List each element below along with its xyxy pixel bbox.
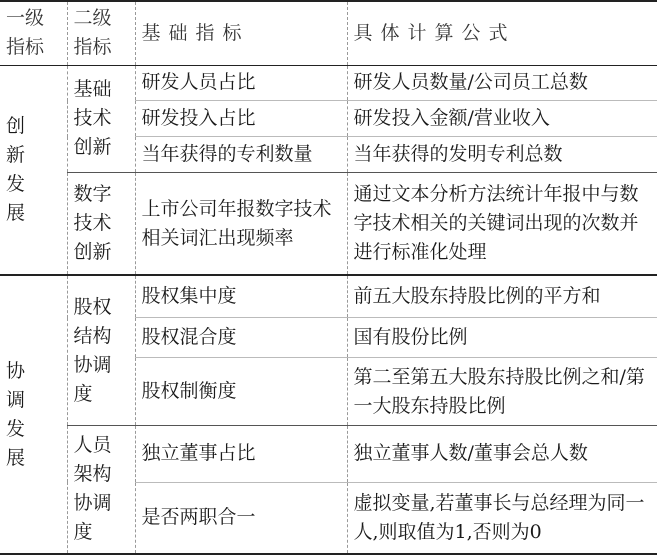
level1-char: 发 xyxy=(6,417,26,440)
formula: 国有股份比例 xyxy=(353,326,468,349)
level1-char: 展 xyxy=(6,201,26,224)
formula: 前五大股东持股比例的平方和 xyxy=(353,285,601,308)
base-indicator: 股权混合度 xyxy=(135,318,347,358)
formula: 研发人员数量/公司员工总数 xyxy=(353,71,588,94)
level1-char: 创 xyxy=(6,114,26,137)
level2-line: 股权 xyxy=(73,295,112,318)
level2-cell xyxy=(67,173,135,276)
formula: 第二至第五大股东持股比例之和/第一大股东持股比例 xyxy=(353,365,645,417)
level2-cell xyxy=(67,65,135,173)
formula: 通过文本分析方法统计年报中与数字技术相关的关键词出现的次数并进行标准化处理 xyxy=(353,183,639,264)
header-formula: 具体计算公式 xyxy=(353,21,516,44)
header-level2-line: 指标 xyxy=(73,36,112,59)
level2-line: 度 xyxy=(73,382,93,405)
header-level1-line: 指标 xyxy=(6,36,45,59)
level2-line: 度 xyxy=(73,521,93,544)
level2-line: 技术 xyxy=(73,212,112,235)
header-level2-line: 二级 xyxy=(73,7,112,30)
base-indicator: 研发人员占比 xyxy=(135,65,347,101)
level2-line: 人员 xyxy=(73,434,112,457)
level1-char: 调 xyxy=(6,388,26,411)
formula: 虚拟变量,若董事长与总经理为同一人,则取值为1,否则为0 xyxy=(353,491,645,543)
level1-cell xyxy=(0,65,67,275)
table-row xyxy=(0,275,657,317)
base-indicator: 股权集中度 xyxy=(135,275,347,317)
level2-cell xyxy=(67,425,135,554)
level2-line: 创新 xyxy=(73,136,112,159)
level2-line: 创新 xyxy=(73,241,112,264)
level2-cell xyxy=(67,275,135,425)
level2-line: 架构 xyxy=(73,463,112,486)
header-level1-line: 一级 xyxy=(6,7,45,30)
table-row xyxy=(0,173,657,276)
table-row xyxy=(0,65,657,101)
base-indicator: 上市公司年报数字技术相关词汇出现频率 xyxy=(135,173,347,276)
level1-cell xyxy=(0,275,67,554)
table-header xyxy=(0,1,657,65)
level1-char: 协 xyxy=(6,359,26,382)
table-row xyxy=(0,425,657,482)
formula: 独立董事人数/董事会总人数 xyxy=(353,442,588,465)
base-indicator: 研发投入占比 xyxy=(135,101,347,137)
base-indicator: 当年获得的专利数量 xyxy=(135,137,347,173)
level2-line: 协调 xyxy=(73,492,112,515)
header-level2 xyxy=(67,1,135,65)
base-indicator: 是否两职合一 xyxy=(135,482,347,554)
level2-line: 协调 xyxy=(73,353,112,376)
formula: 研发投入金额/营业收入 xyxy=(353,107,550,130)
level1-char: 展 xyxy=(6,446,26,469)
table-body xyxy=(0,65,657,554)
level2-line: 基础 xyxy=(73,78,112,101)
level2-line: 数字 xyxy=(73,183,112,206)
level2-line: 技术 xyxy=(73,107,112,130)
base-indicator: 独立董事占比 xyxy=(135,425,347,482)
base-indicator: 股权制衡度 xyxy=(135,358,347,426)
header-level1 xyxy=(0,1,67,65)
level2-line: 结构 xyxy=(73,324,112,347)
header-base-indicator: 基础指标 xyxy=(135,1,347,65)
level1-char: 新 xyxy=(6,143,26,166)
formula: 当年获得的发明专利总数 xyxy=(353,143,563,166)
level1-char: 发 xyxy=(6,172,26,195)
